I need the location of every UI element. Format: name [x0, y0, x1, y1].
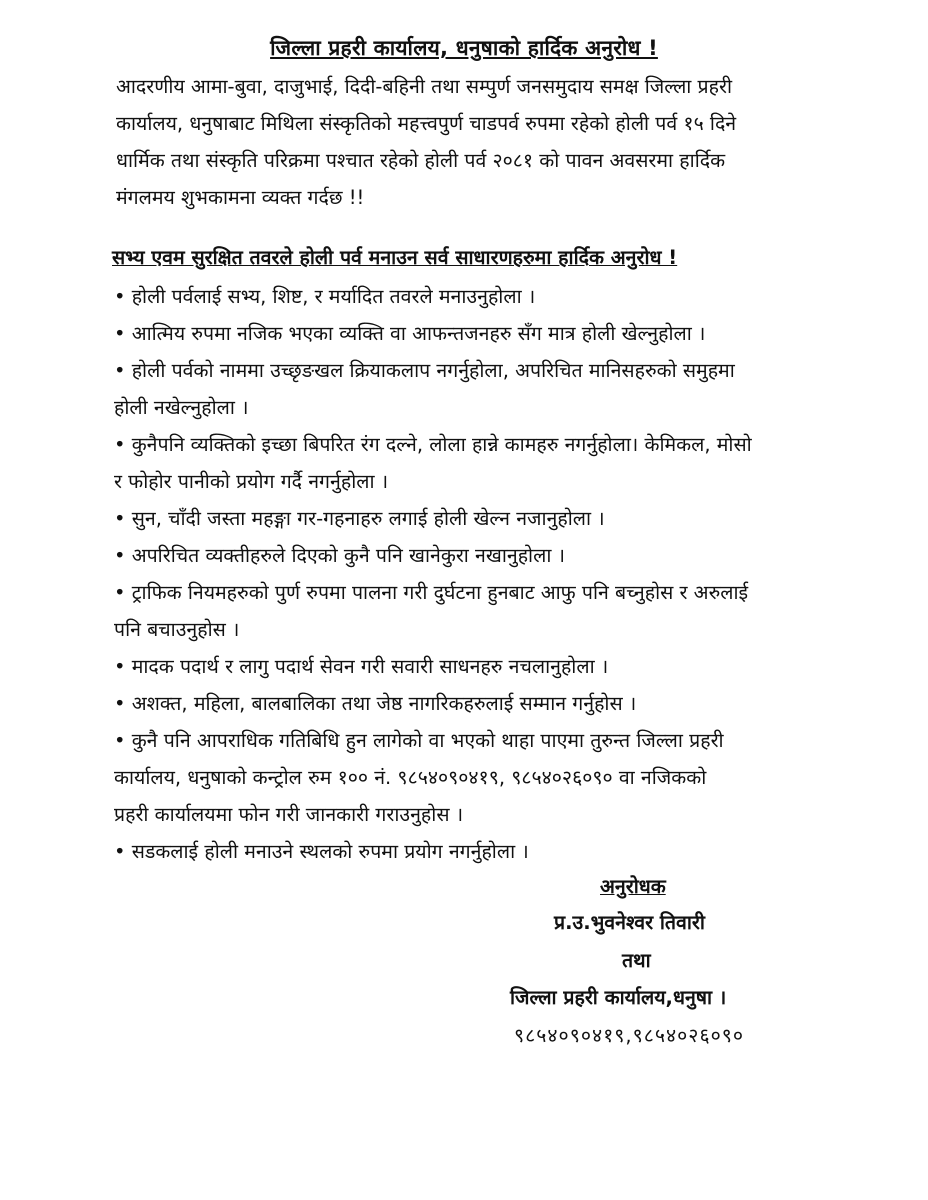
list-item-line: कार्यालय, धनुषाको कन्ट्रोल रुम १०० नं. ९८५४०९०४१९, ९८५४०२६०९० वा नजिकको [114, 766, 707, 789]
list-item [114, 315, 824, 352]
intro-line: धार्मिक तथा संस्कृति परिक्रमा पश्चात रहेको होली पर्व २०८१ को पावन अवसरमा हार्दिक [116, 149, 726, 172]
list-item [114, 500, 824, 537]
list-item [114, 426, 824, 500]
notice-title: जिल्ला प्रहरी कार्यालय, धनुषाको हार्दिक अनुरोध ! [270, 36, 658, 60]
list-item-line: • अशक्त, महिला, बालबालिका तथा जेष्ठ नागरिकहरुलाई सम्मान गर्नुहोस । [114, 692, 637, 715]
list-item-line: होली नखेल्नुहोला । [114, 396, 249, 419]
list-item [114, 352, 824, 426]
list-item-line: • आत्मिय रुपमा नजिक भएका व्यक्ति वा आफन्तजनहरु सँग मात्र होली खेल्नुहोला । [114, 322, 706, 345]
signature-phone-numbers: ९८५४०९०४१९,९८५४०२६०९० [514, 1024, 744, 1047]
list-item-line: • कुनैपनि व्यक्तिको इच्छा बिपरित रंग दल्ने, लोला हान्ने कामहरु नगर्नुहोला। केमिकल, मोसो [114, 433, 752, 456]
list-item-line: र फोहोर पानीको प्रयोग गर्दै नगर्नुहोला । [114, 470, 389, 493]
intro-line: कार्यालय, धनुषाबाट मिथिला संस्कृतिको महत्त्वपुर्ण चाडपर्व रुपमा रहेको होली पर्व १५ दिने [116, 112, 737, 135]
signature-conjunction: तथा [622, 949, 651, 972]
list-item [114, 574, 824, 648]
intro-paragraph [116, 68, 816, 216]
list-item-line: • सुन, चाँदी जस्ता महङ्गा गर-गहनाहरु लगाई होली खेल्न नजानुहोला । [114, 507, 605, 530]
list-item-line: • सडकलाई होली मनाउने स्थलको रुपमा प्रयोग नगर्नुहोला । [114, 840, 529, 863]
signature-office: जिल्ला प्रहरी कार्यालय,धनुषा । [510, 986, 727, 1009]
list-item-line: • अपरिचित व्यक्तीहरुले दिएको कुनै पनि खानेकुरा नखानुहोला । [114, 544, 565, 567]
list-item [114, 537, 824, 574]
signature-name: प्र.उ.भुवनेश्वर तिवारी [554, 911, 705, 934]
list-item-line: • होली पर्वलाई सभ्य, शिष्ट, र मर्यादित तवरले मनाउनुहोला । [114, 285, 536, 308]
list-item-line: • कुनै पनि आपराधिक गतिबिधि हुन लागेको वा भएको थाहा पाएमा तुरुन्त जिल्ला प्रहरी [114, 729, 724, 752]
list-item [114, 833, 824, 870]
list-item [114, 278, 824, 315]
signature-heading: अनुरोधक [600, 875, 666, 898]
list-item-line: पनि बचाउनुहोस । [114, 618, 240, 641]
list-item-line: • ट्राफिक नियमहरुको पुर्ण रुपमा पालना गरी दुर्घटना हुनबाट आफु पनि बच्नुहोस र अरुलाई [114, 581, 749, 604]
request-heading: सभ्य एवम सुरक्षित तवरले होली पर्व मनाउन सर्व साधारणहरुमा हार्दिक अनुरोध ! [112, 246, 678, 269]
intro-line: मंगलमय शुभकामना व्यक्त गर्दछ !! [116, 186, 365, 209]
list-item [114, 722, 824, 833]
list-item [114, 685, 824, 722]
list-item-line: प्रहरी कार्यालयमा फोन गरी जानकारी गराउनुहोस । [114, 803, 464, 826]
request-list [114, 278, 824, 870]
intro-line: आदरणीय आमा-बुवा, दाजुभाई, दिदी-बहिनी तथा सम्पुर्ण जनसमुदाय समक्ष जिल्ला प्रहरी [116, 75, 733, 98]
list-item [114, 648, 824, 685]
list-item-line: • मादक पदार्थ र लागु पदार्थ सेवन गरी सवारी साधनहरु नचलानुहोला । [114, 655, 609, 678]
list-item-line: • होली पर्वको नाममा उच्छृङखल क्रियाकलाप नगर्नुहोला, अपरिचित मानिसहरुको समुहमा [114, 359, 735, 382]
